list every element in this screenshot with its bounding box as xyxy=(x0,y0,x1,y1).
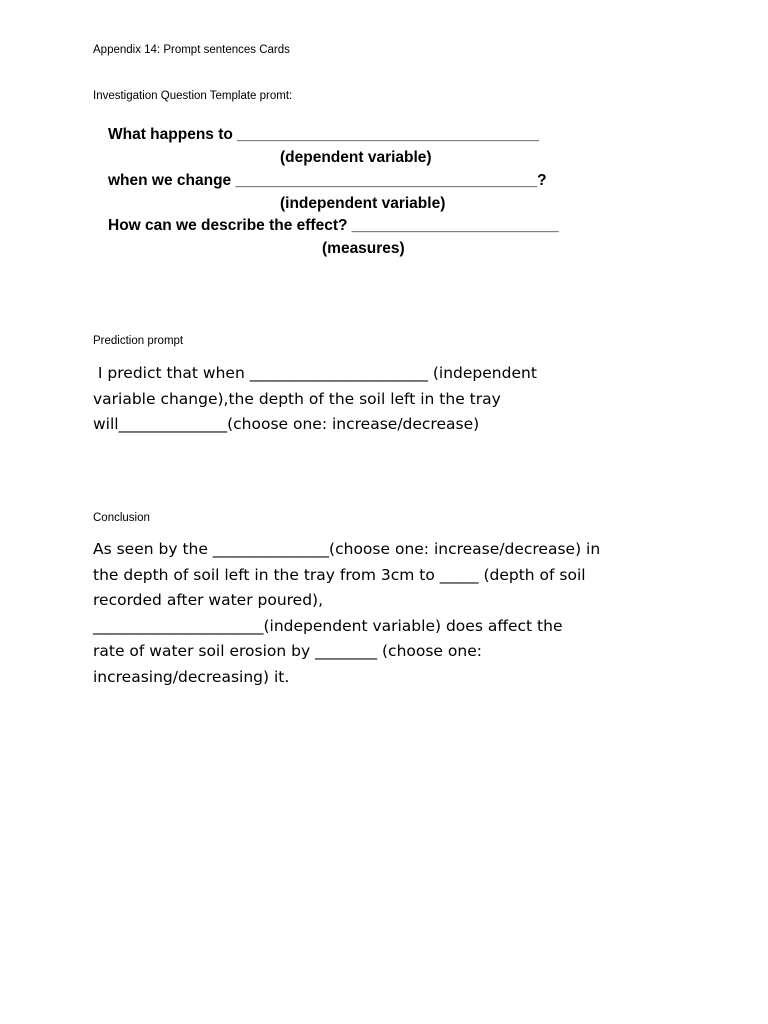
prediction-line-2: variable change),the depth of the soil left in the tray xyxy=(93,389,501,408)
template-line-what-happens: What happens to ___________________________________ xyxy=(108,126,539,143)
appendix-title: Appendix 14: Prompt sentences Cards xyxy=(93,44,290,56)
prediction-line-3: will______________(choose one: increase/decrease) xyxy=(93,415,480,433)
conclusion-line-4: ______________________(independent variable) does affect the xyxy=(93,616,563,635)
template-label-independent-variable: (independent variable) xyxy=(280,195,446,212)
conclusion-line-6: increasing/decreasing) it. xyxy=(93,667,290,686)
prediction-line-1: I predict that when _______________________ (independent xyxy=(93,364,537,382)
conclusion-line-3: recorded after water poured), xyxy=(93,591,324,609)
investigation-heading: Investigation Question Template promt: xyxy=(93,90,293,102)
conclusion-line-5: rate of water soil erosion by ________ (choose one: xyxy=(93,642,482,660)
template-label-dependent-variable: (dependent variable) xyxy=(280,149,432,166)
template-label-measures: (measures) xyxy=(322,240,405,257)
conclusion-heading: Conclusion xyxy=(93,512,150,524)
prediction-heading: Prediction prompt xyxy=(93,335,184,347)
conclusion-line-2: the depth of soil left in the tray from 3cm to _____ (depth of soil xyxy=(93,565,586,584)
template-line-describe-effect: How can we describe the effect? ________________________ xyxy=(108,217,559,234)
template-line-when-we-change: when we change ___________________________________? xyxy=(108,172,547,189)
conclusion-line-1: As seen by the _______________(choose one: increase/decrease) in xyxy=(93,540,601,558)
